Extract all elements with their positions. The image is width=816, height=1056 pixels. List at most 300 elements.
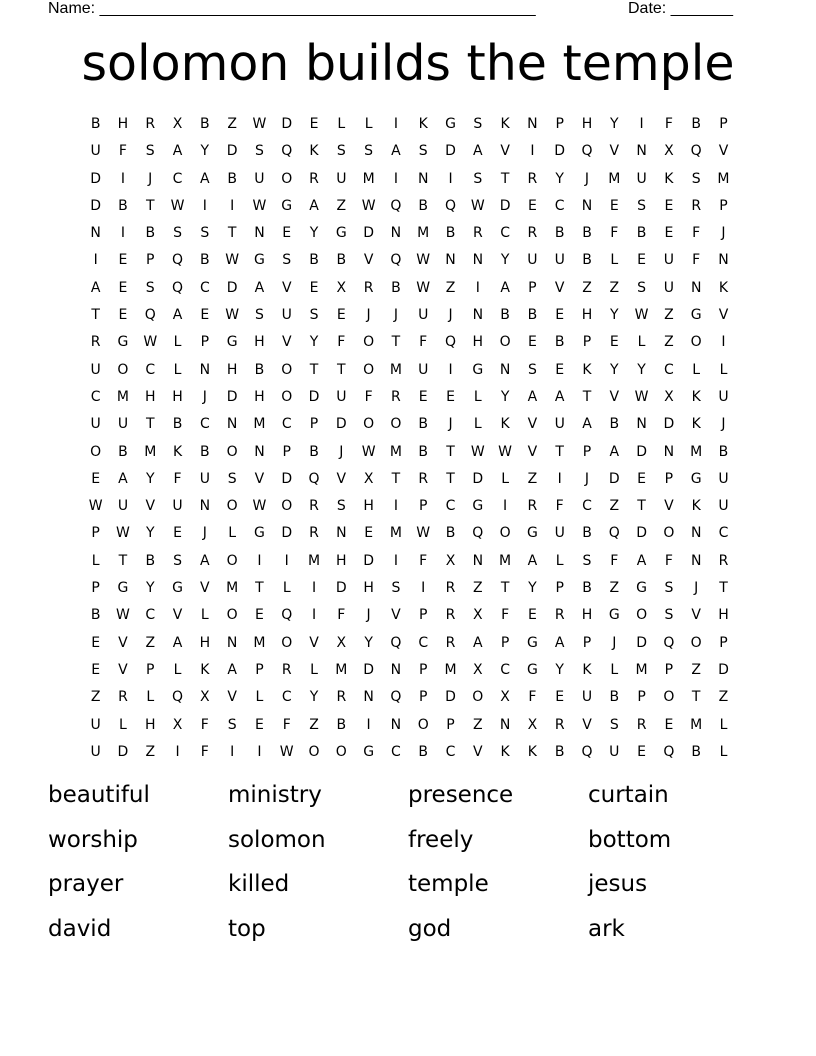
grid-letter: H <box>581 307 593 324</box>
grid-row <box>82 275 737 302</box>
grid-letter: A <box>473 143 483 160</box>
grid-letter: F <box>282 716 291 733</box>
grid-letter: S <box>527 361 537 378</box>
grid-letter: F <box>664 116 673 132</box>
grid-letter: Q <box>390 634 402 651</box>
grid-letter: Y <box>500 388 510 405</box>
grid-letter: L <box>473 416 482 433</box>
grid-letter: D <box>335 416 347 433</box>
grid-letter: L <box>173 334 182 351</box>
grid-letter: E <box>527 607 537 624</box>
grid-letter: N <box>199 498 211 515</box>
grid-letter: I <box>557 470 562 487</box>
grid-letter: R <box>691 197 702 214</box>
grid-letter: F <box>337 334 346 351</box>
grid-letter: O <box>117 361 129 378</box>
grid-letter: A <box>636 552 647 569</box>
letter-grid <box>82 111 737 766</box>
grid-letter: G <box>363 743 375 760</box>
grid-letter: Z <box>609 279 620 296</box>
grid-letter: L <box>501 470 509 487</box>
grid-letter: L <box>119 716 127 733</box>
grid-letter: E <box>309 116 319 132</box>
grid-letter: T <box>555 443 564 460</box>
grid-row <box>82 247 737 274</box>
grid-letter: T <box>719 580 728 597</box>
grid-letter: D <box>445 689 456 706</box>
grid-letter: N <box>390 225 402 242</box>
grid-letter: O <box>499 525 511 542</box>
grid-letter: P <box>418 498 428 515</box>
grid-letter: V <box>664 498 674 515</box>
grid-letter: M <box>608 170 621 187</box>
grid-row <box>82 712 737 739</box>
grid-letter: D <box>363 552 374 569</box>
grid-letter: A <box>172 307 183 324</box>
grid-letter: E <box>118 252 128 269</box>
grid-letter: X <box>473 607 483 624</box>
word-list-item: presence <box>408 782 514 808</box>
grid-letter: O <box>281 498 293 515</box>
grid-letter: Q <box>172 279 184 296</box>
grid-letter: R <box>309 170 319 187</box>
grid-letter: I <box>93 252 98 269</box>
grid-letter: M <box>362 170 375 187</box>
grid-letter: A <box>582 416 592 433</box>
grid-letter: I <box>366 716 371 733</box>
grid-letter: B <box>527 307 538 324</box>
grid-letter: L <box>91 552 100 569</box>
word-list-item: temple <box>408 871 489 897</box>
date-field-label: Date: _______ <box>628 0 733 17</box>
grid-letter: K <box>500 743 510 760</box>
grid-letter: H <box>144 716 156 733</box>
grid-letter: F <box>692 225 701 242</box>
grid-letter: P <box>91 525 100 542</box>
grid-row <box>82 657 737 684</box>
grid-letter: E <box>446 388 455 405</box>
grid-letter: G <box>254 525 265 542</box>
grid-letter: W <box>252 116 267 132</box>
grid-letter: E <box>200 307 210 324</box>
grid-letter: P <box>146 661 155 678</box>
grid-letter: G <box>117 334 129 351</box>
grid-letter: F <box>501 607 510 624</box>
grid-letter: W <box>634 307 649 324</box>
grid-letter: N <box>445 252 456 269</box>
grid-letter: P <box>555 116 564 132</box>
grid-letter: C <box>500 661 510 678</box>
grid-letter: B <box>445 225 456 242</box>
grid-letter: U <box>718 470 729 487</box>
grid-letter: D <box>281 525 293 542</box>
grid-letter: O <box>308 743 320 760</box>
grid-letter: S <box>364 143 374 160</box>
grid-letter: X <box>336 634 347 651</box>
grid-letter: G <box>172 580 183 597</box>
grid-letter: L <box>255 689 264 706</box>
grid-letter: E <box>91 634 101 651</box>
grid-letter: D <box>308 388 320 405</box>
grid-letter: W <box>361 443 376 460</box>
grid-letter: D <box>718 661 729 678</box>
grid-letter: G <box>690 307 702 324</box>
grid-letter: L <box>637 334 646 351</box>
grid-letter: S <box>691 170 701 187</box>
grid-letter: R <box>718 552 729 569</box>
grid-letter: V <box>145 498 156 515</box>
word-list-item: curtain <box>588 782 669 808</box>
grid-letter: H <box>117 116 129 132</box>
grid-letter: E <box>664 716 674 733</box>
grid-letter: Y <box>145 525 155 542</box>
grid-letter: H <box>336 552 347 569</box>
grid-letter: E <box>309 279 319 296</box>
grid-letter: E <box>555 361 565 378</box>
grid-letter: S <box>282 252 292 269</box>
grid-letter: T <box>91 307 100 324</box>
grid-letter: O <box>690 334 702 351</box>
grid-letter: K <box>691 498 701 515</box>
grid-letter: K <box>582 661 592 678</box>
grid-letter: K <box>309 143 319 160</box>
grid-letter: Q <box>444 334 457 351</box>
grid-letter: M <box>335 661 348 678</box>
grid-letter: U <box>117 498 129 515</box>
grid-row <box>82 602 737 629</box>
grid-letter: X <box>445 552 456 569</box>
grid-letter: B <box>445 525 456 542</box>
grid-letter: B <box>145 225 156 242</box>
grid-letter: E <box>255 716 264 733</box>
grid-letter: V <box>554 279 565 296</box>
grid-letter: Y <box>610 361 619 378</box>
grid-letter: O <box>417 716 429 733</box>
grid-letter: G <box>526 634 538 651</box>
grid-letter: A <box>554 634 565 651</box>
grid-letter: U <box>609 743 620 760</box>
grid-letter: R <box>472 225 483 242</box>
grid-letter: J <box>148 170 153 187</box>
grid-letter: C <box>145 607 156 624</box>
grid-letter: R <box>445 634 456 651</box>
word-list-item: worship <box>48 826 138 853</box>
grid-letter: F <box>610 552 619 569</box>
grid-letter: L <box>610 252 619 269</box>
word-list-item: beautiful <box>48 782 150 808</box>
grid-letter: F <box>118 143 127 160</box>
grid-letter: U <box>663 279 674 296</box>
grid-letter: R <box>418 470 429 487</box>
grid-letter: P <box>91 580 100 597</box>
grid-letter: P <box>664 470 674 487</box>
grid-letter: Z <box>336 197 347 214</box>
grid-letter: H <box>254 388 265 405</box>
word-list-item: david <box>48 915 112 942</box>
word-list-item: killed <box>228 871 290 897</box>
grid-letter: Z <box>227 116 237 132</box>
grid-letter: R <box>554 607 565 624</box>
grid-letter: O <box>90 443 102 460</box>
grid-letter: W <box>470 443 485 460</box>
grid-letter: Z <box>473 716 483 733</box>
grid-letter: L <box>146 689 155 706</box>
grid-letter: E <box>664 225 674 242</box>
grid-letter: O <box>363 334 375 351</box>
grid-letter: B <box>582 225 592 242</box>
grid-letter: U <box>718 388 729 405</box>
grid-letter: N <box>718 252 729 269</box>
grid-letter: D <box>281 116 293 132</box>
grid-letter: Y <box>555 170 564 187</box>
grid-letter: J <box>448 416 453 433</box>
grid-letter: N <box>336 525 347 542</box>
grid-letter: N <box>390 716 402 733</box>
grid-letter: U <box>199 470 210 487</box>
grid-letter: P <box>418 689 428 706</box>
grid-letter: G <box>281 197 293 214</box>
grid-letter: V <box>336 470 347 487</box>
grid-letter: U <box>90 716 101 733</box>
grid-letter: Y <box>145 580 155 597</box>
grid-letter: U <box>254 170 265 187</box>
grid-letter: V <box>500 143 510 160</box>
grid-letter: U <box>663 252 674 269</box>
grid-letter: I <box>393 170 398 187</box>
grid-letter: R <box>309 498 319 515</box>
grid-letter: S <box>227 716 237 733</box>
grid-letter: N <box>472 552 484 569</box>
grid-letter: S <box>254 307 264 324</box>
grid-letter: R <box>309 525 319 542</box>
grid-letter: B <box>609 416 620 433</box>
grid-letter: T <box>391 334 401 351</box>
grid-letter: M <box>499 552 512 569</box>
grid-row <box>82 357 737 384</box>
grid-row <box>82 466 737 493</box>
grid-letter: N <box>254 225 265 242</box>
grid-row <box>82 329 737 356</box>
grid-letter: E <box>364 525 374 542</box>
grid-letter: P <box>282 443 291 460</box>
grid-letter: D <box>363 225 374 242</box>
grid-letter: C <box>391 743 401 760</box>
grid-letter: U <box>90 361 101 378</box>
grid-letter: C <box>145 361 156 378</box>
grid-letter: F <box>419 552 428 569</box>
grid-letter: A <box>200 552 210 569</box>
grid-letter: G <box>117 580 129 597</box>
grid-letter: J <box>393 307 398 324</box>
grid-letter: A <box>473 634 483 651</box>
grid-letter: H <box>581 116 593 132</box>
grid-letter: K <box>691 416 701 433</box>
grid-letter: B <box>391 279 401 296</box>
grid-row <box>82 630 737 657</box>
grid-letter: H <box>472 334 484 351</box>
grid-letter: P <box>255 661 264 678</box>
grid-letter: B <box>554 743 565 760</box>
grid-row <box>82 166 737 193</box>
grid-letter: Y <box>309 225 319 242</box>
grid-letter: B <box>500 307 510 324</box>
grid-letter: T <box>309 361 319 378</box>
grid-letter: T <box>227 225 237 242</box>
grid-letter: P <box>582 334 592 351</box>
grid-letter: U <box>336 170 347 187</box>
grid-letter: B <box>582 252 592 269</box>
grid-letter: V <box>309 634 319 651</box>
grid-letter: V <box>691 607 701 624</box>
grid-letter: O <box>281 170 293 187</box>
grid-letter: D <box>636 525 647 542</box>
grid-letter: D <box>90 170 102 187</box>
grid-letter: O <box>281 388 293 405</box>
grid-letter: R <box>281 661 292 678</box>
grid-letter: Q <box>281 143 293 160</box>
grid-letter: I <box>175 743 180 760</box>
grid-letter: S <box>173 552 182 569</box>
grid-letter: Z <box>609 580 620 597</box>
grid-letter: S <box>227 470 237 487</box>
grid-letter: E <box>555 689 565 706</box>
grid-letter: C <box>172 170 183 187</box>
grid-letter: I <box>721 334 726 351</box>
grid-letter: H <box>254 334 265 351</box>
grid-letter: B <box>691 743 701 760</box>
grid-letter: S <box>145 143 155 160</box>
grid-letter: D <box>363 661 374 678</box>
grid-letter: S <box>664 607 674 624</box>
grid-letter: B <box>418 743 429 760</box>
grid-letter: Q <box>281 607 293 624</box>
grid-letter: V <box>527 443 538 460</box>
grid-letter: N <box>472 252 484 269</box>
grid-letter: N <box>417 170 429 187</box>
grid-letter: Q <box>581 143 593 160</box>
grid-letter: T <box>582 388 592 405</box>
grid-letter: K <box>200 661 210 678</box>
grid-letter: D <box>554 143 566 160</box>
grid-letter: M <box>417 225 430 242</box>
grid-letter: B <box>118 197 128 214</box>
grid-letter: V <box>527 416 538 433</box>
grid-letter: W <box>252 498 267 515</box>
grid-letter: Q <box>390 252 402 269</box>
grid-letter: B <box>172 416 183 433</box>
grid-letter: O <box>335 743 347 760</box>
grid-letter: F <box>555 498 564 515</box>
grid-letter: I <box>230 743 235 760</box>
grid-letter: D <box>335 580 347 597</box>
grid-row <box>82 193 737 220</box>
grid-letter: J <box>612 634 617 651</box>
grid-letter: S <box>254 143 264 160</box>
grid-letter: Z <box>90 689 101 706</box>
header-line <box>48 0 748 20</box>
grid-letter: D <box>499 197 511 214</box>
grid-letter: G <box>526 661 538 678</box>
grid-letter: F <box>664 552 673 569</box>
word-list-item: jesus <box>588 871 648 897</box>
grid-letter: I <box>311 580 317 597</box>
grid-letter: T <box>446 443 455 460</box>
grid-letter: E <box>418 388 428 405</box>
grid-letter: I <box>475 279 480 296</box>
grid-letter: C <box>582 498 592 515</box>
grid-letter: O <box>390 416 402 433</box>
grid-letter: L <box>337 116 346 132</box>
grid-letter: V <box>172 607 183 624</box>
grid-letter: D <box>90 197 102 214</box>
grid-letter: J <box>721 225 726 242</box>
grid-letter: H <box>718 607 729 624</box>
grid-letter: P <box>418 661 428 678</box>
grid-letter: V <box>118 634 128 651</box>
grid-letter: B <box>336 252 347 269</box>
grid-letter: P <box>146 252 155 269</box>
grid-letter: A <box>118 470 128 487</box>
grid-letter: F <box>692 252 701 269</box>
grid-row <box>82 111 737 138</box>
grid-letter: I <box>639 116 644 132</box>
grid-letter: D <box>226 279 238 296</box>
grid-letter: U <box>718 498 729 515</box>
grid-letter: I <box>503 498 508 515</box>
grid-letter: D <box>226 388 238 405</box>
grid-letter: R <box>118 689 128 706</box>
word-list-item: ark <box>588 915 625 942</box>
grid-letter: S <box>336 143 346 160</box>
grid-letter: Z <box>527 470 538 487</box>
grid-letter: W <box>416 525 431 542</box>
grid-letter: B <box>418 416 429 433</box>
grid-letter: S <box>637 197 647 214</box>
grid-letter: R <box>391 388 401 405</box>
grid-letter: U <box>554 525 565 542</box>
grid-letter: N <box>663 443 675 460</box>
grid-letter: V <box>718 307 729 324</box>
grid-letter: U <box>172 498 183 515</box>
grid-letter: S <box>336 498 346 515</box>
grid-letter: A <box>391 143 401 160</box>
grid-letter: Q <box>472 525 484 542</box>
grid-letter: M <box>690 716 703 733</box>
grid-letter: N <box>636 416 647 433</box>
grid-letter: Z <box>473 580 483 597</box>
grid-letter: L <box>200 607 209 624</box>
grid-letter: P <box>309 416 319 433</box>
grid-letter: X <box>336 279 347 296</box>
grid-letter: Z <box>664 307 674 324</box>
grid-letter: C <box>199 416 210 433</box>
grid-letter: B <box>609 689 620 706</box>
grid-letter: P <box>582 443 592 460</box>
grid-letter: Q <box>608 525 620 542</box>
grid-letter: K <box>582 361 592 378</box>
grid-letter: U <box>554 416 565 433</box>
grid-letter: G <box>335 225 347 242</box>
grid-letter: B <box>309 252 319 269</box>
word-list-item: ministry <box>228 782 322 808</box>
grid-letter: U <box>90 143 101 160</box>
grid-letter: I <box>311 607 317 624</box>
grid-letter: G <box>226 334 238 351</box>
grid-letter: Y <box>610 116 619 132</box>
grid-row <box>82 302 737 329</box>
grid-letter: X <box>363 470 374 487</box>
grid-letter: F <box>173 470 182 487</box>
